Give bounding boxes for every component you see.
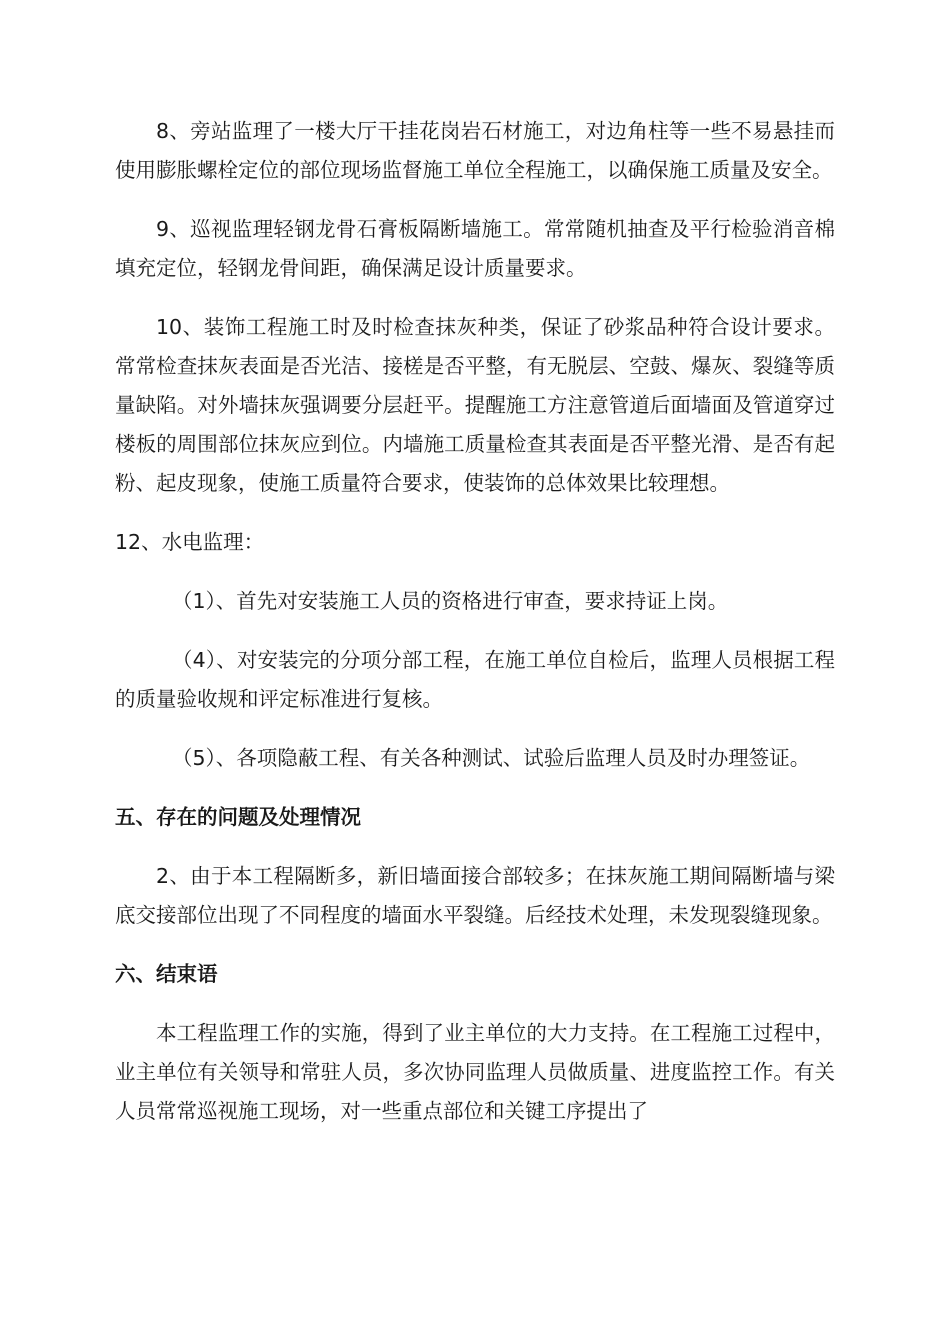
document-page — [115, 112, 835, 1131]
section-6-heading: 六、结束语 — [115, 962, 218, 986]
paragraph-item-12-title: 12、水电监理： — [115, 530, 265, 554]
paragraph-item-12-1: （1）、首先对安装施工人员的资格进行审查，要求持证上岗。 — [172, 589, 729, 613]
section-5-paragraph-2: 2、由于本工程隔断多，新旧墙面接合部较多；在抹灰施工期间隔断墙与梁底交接部位出现了不同程度的墙面水平裂缝。后经技术处理，未发现裂缝现象。 — [115, 864, 835, 927]
paragraph-item-12-4: （4）、对安装完的分项分部工程，在施工单位自检后，监理人员根据工程的质量验收规和评定标准进行复核。 — [115, 648, 835, 711]
paragraph-item-9: 9、巡视监理轻钢龙骨石膏板隔断墙施工。常常随机抽查及平行检验消音棉填充定位，轻钢龙骨间距，确保满足设计质量要求。 — [115, 217, 835, 280]
paragraph-item-10: 10、装饰工程施工时及时检查抹灰种类，保证了砂浆品种符合设计要求。常常检查抹灰表面是否光洁、接槎是否平整，有无脱层、空鼓、爆灰、裂缝等质量缺陷。对外墙抹灰强调要分层赶平。提醒施工方注意管道后面墙面及管道穿过楼板的周围部位抹灰应到位。内墙施工质量检查其表面是否平整光滑、是否有起粉、起皮现象，使施工质量符合要求，使装饰的总体效果比较理想。 — [115, 315, 835, 495]
paragraph-item-12-5: （5）、各项隐蔽工程、有关各种测试、试验后监理人员及时办理签证。 — [172, 746, 811, 770]
section-6-paragraph-1: 本工程监理工作的实施，得到了业主单位的大力支持。在工程施工过程中，业主单位有关领导和常驻人员，多次协同监理人员做质量、进度监控工作。有关人员常常巡视施工现场，对一些重点部位和关键工序提出了 — [115, 1021, 835, 1123]
section-5-heading: 五、存在的问题及处理情况 — [115, 805, 361, 829]
paragraph-item-8: 8、旁站监理了一楼大厅干挂花岗岩石材施工，对边角柱等一些不易悬挂而使用膨胀螺栓定位的部位现场监督施工单位全程施工，以确保施工质量及安全。 — [115, 119, 835, 182]
